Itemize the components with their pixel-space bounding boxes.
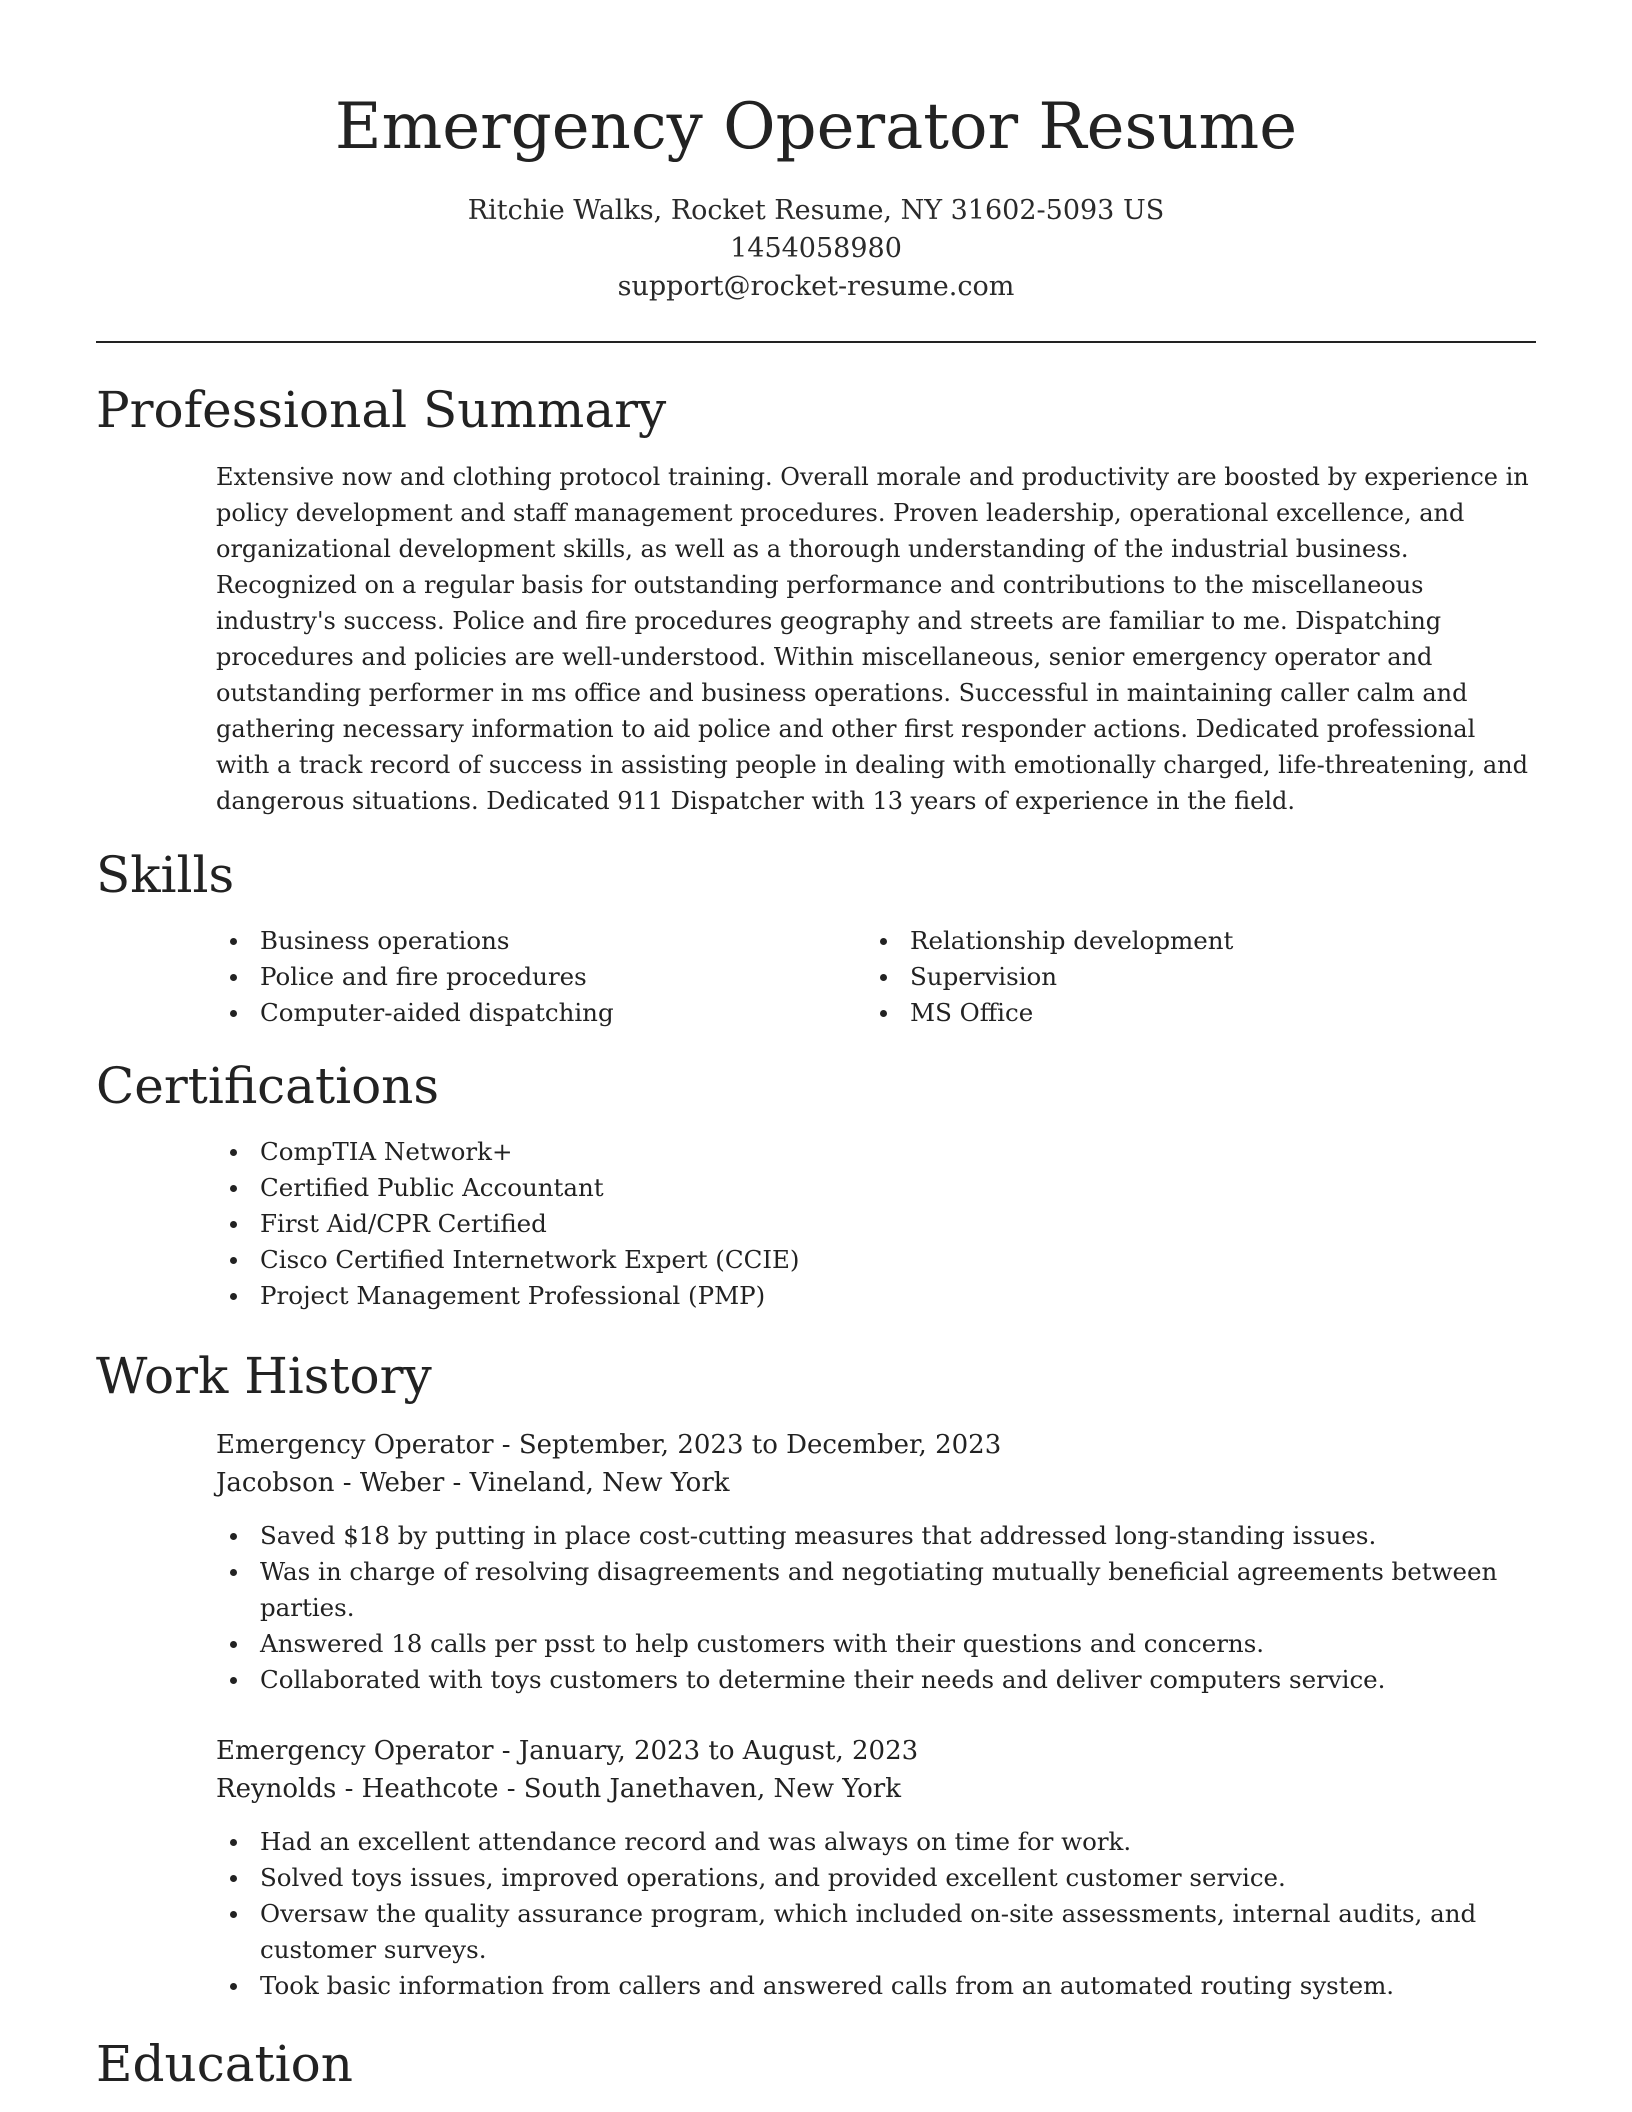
job-bullet: Answered 18 calls per psst to help customers with their questions and concerns. [216, 1626, 1536, 1662]
resume-header [0, 82, 1632, 306]
certifications-heading: Certifications [96, 1057, 440, 1115]
skill-item: Supervision [866, 959, 1536, 995]
job-bullet: Saved $18 by putting in place cost-cutting measures that addressed long-standing issues. [216, 1518, 1536, 1554]
skill-item: Police and fire procedures [216, 959, 856, 995]
contact-phone: 1454058980 [730, 233, 902, 264]
skills-list-left [216, 923, 856, 1031]
resume-title: Emergency Operator Resume [334, 90, 1298, 164]
job-company-line: Reynolds - Heathcote - South Janethaven, New York [216, 1774, 901, 1804]
job-bullet: Collaborated with toys customers to determine their needs and deliver computers service. [216, 1662, 1536, 1698]
job-bullet: Oversaw the quality assurance program, which included on-site assessments, internal audits, and customer surveys. [216, 1896, 1536, 1968]
job-header [216, 1732, 1536, 1808]
job-company-line: Jacobson - Weber - Vineland, New York [216, 1468, 730, 1498]
certification-item: Certified Public Accountant [216, 1170, 1536, 1206]
contact-email: support@rocket-resume.com [617, 271, 1015, 302]
education-heading: Education [96, 2035, 353, 2093]
certification-item: First Aid/CPR Certified [216, 1206, 1536, 1242]
skill-item: Business operations [216, 923, 856, 959]
job-bullet: Was in charge of resolving disagreements and negotiating mutually beneficial agreements between parties. [216, 1554, 1536, 1626]
summary-heading: Professional Summary [96, 381, 667, 439]
certification-item: Project Management Professional (PMP) [216, 1278, 1536, 1314]
skill-item: Computer-aided dispatching [216, 995, 856, 1031]
certification-item: CompTIA Network+ [216, 1134, 1536, 1170]
job-bullets [216, 1518, 1536, 1698]
certifications-list [216, 1134, 1536, 1314]
work-history-heading: Work History [96, 1347, 432, 1405]
header-divider [96, 341, 1536, 343]
contact-info [0, 192, 1632, 306]
skill-item: MS Office [866, 995, 1536, 1031]
certification-item: Cisco Certified Internetwork Expert (CCIE) [216, 1242, 1536, 1278]
summary-text: Extensive now and clothing protocol training. Overall morale and productivity are boosted by experience in policy development and staff management procedures. Proven leadership, operational excellence, and organizational development skills, as well as a thorough understanding of the industrial business. Recognized on a regular basis for outstanding performance and contributions to the miscellaneous industry's success. Police and fire procedures geography and streets are familiar to me. Dispatching procedures and policies are well-understood. Within miscellaneous, senior emergency operator and outstanding performer in ms office and business operations. Successful in maintaining caller calm and gathering necessary information to aid police and other first responder actions. Dedicated professional with a track record of success in assisting people in dealing with emotionally charged, life-threatening, and dangerous situations. Dedicated 911 Dispatcher with 13 years of experience in the field. [216, 463, 1529, 815]
job-bullet: Had an excellent attendance record and was always on time for work. [216, 1824, 1536, 1860]
skills-heading: Skills [96, 846, 235, 904]
job-bullets [216, 1824, 1536, 2004]
job-title-line: Emergency Operator - January, 2023 to August, 2023 [216, 1736, 919, 1766]
job-header [216, 1426, 1536, 1502]
job-title-line: Emergency Operator - September, 2023 to December, 2023 [216, 1430, 1002, 1460]
job-bullet: Took basic information from callers and answered calls from an automated routing system. [216, 1968, 1536, 2004]
skill-item: Relationship development [866, 923, 1536, 959]
job-bullet: Solved toys issues, improved operations, and provided excellent customer service. [216, 1860, 1536, 1896]
contact-address: Ritchie Walks, Rocket Resume, NY 31602-5093 US [467, 195, 1165, 226]
skills-list-right [866, 923, 1536, 1031]
